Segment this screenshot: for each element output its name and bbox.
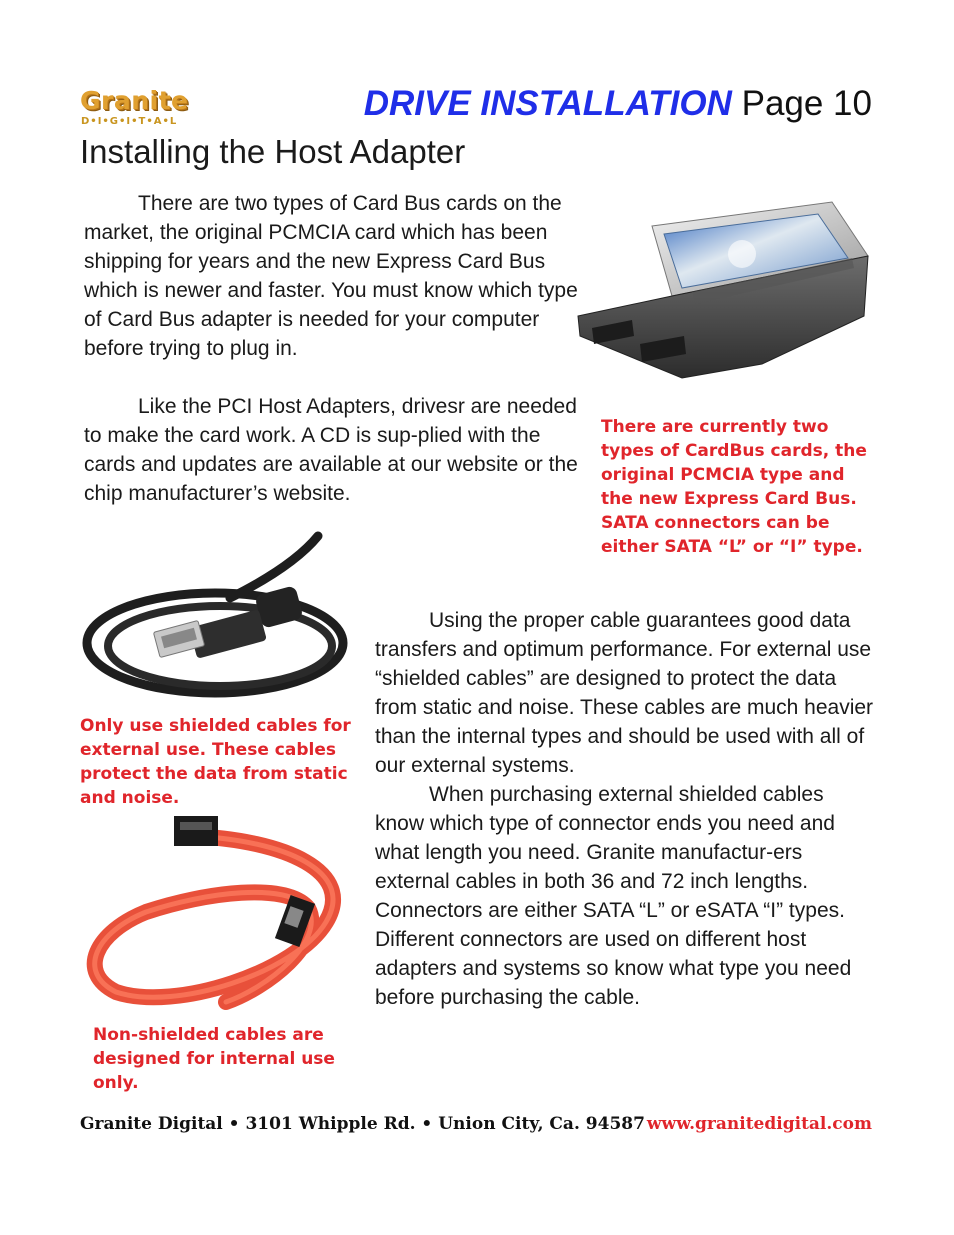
shielded-cable-image (80, 528, 360, 713)
footer-website-link[interactable]: www.granitedigital.com (646, 1114, 872, 1134)
cardbus-caption: There are currently two types of CardBus cards, the original PCMCIA type and the new Express Card Bus. SATA connectors can be either SATA “L” or “I” type. (601, 417, 867, 557)
granite-logo-subtitle: D•I•G•I•T•A•L (81, 116, 178, 127)
cables-paragraph-2: When purchasing external shielded cables know which type of connector ends you need and what length you need. Granite manufactur-ers external cables in both 36 and 72 inch lengths. Connectors are either SATA “L” or eSATA “I” types. Different connectors are used on different host adapters and systems so know what type you need before purchasing the cable. (375, 783, 852, 1009)
granite-logo-word: Granite (80, 86, 189, 115)
section-title: DRIVE INSTALLATION (363, 84, 732, 123)
cables-paragraph-1: Using the proper cable guarantees good data transfers and optimum performance. For external use “shielded cables” are designed to protect the data from static and noise. These cables are much heavier than the internal types and should be used with all of our external systems. (375, 609, 874, 777)
intro-paragraph-1: There are two types of Card Bus cards on the market, the original PCMCIA card which has been shipping for years and the new Express Card Bus which is newer and faster. You must know which type of Card Bus adapter is needed for your computer before trying to plug in. (84, 192, 578, 360)
footer-address: Granite Digital • 3101 Whipple Rd. • Union City, Ca. 94587 (80, 1114, 645, 1134)
cardbus-card-image (572, 196, 872, 396)
page-number: Page 10 (741, 84, 872, 123)
cables-text (375, 606, 875, 1012)
intro-paragraph-2: Like the PCI Host Adapters, drivesr are needed to make the card work. A CD is sup-plied with the cards and updates are available at our website or the chip manufacturer’s website. (84, 395, 578, 505)
shielded-caption: Only use shielded cables for external use. These cables protect the data from static and noise. (80, 716, 351, 808)
page-title: Installing the Host Adapter (80, 133, 466, 170)
page-header (364, 84, 872, 124)
intro-text (84, 189, 584, 508)
nonshielded-cable-image (86, 812, 356, 1024)
nonshielded-caption: Non-shielded cables are designed for internal use only. (93, 1025, 335, 1093)
